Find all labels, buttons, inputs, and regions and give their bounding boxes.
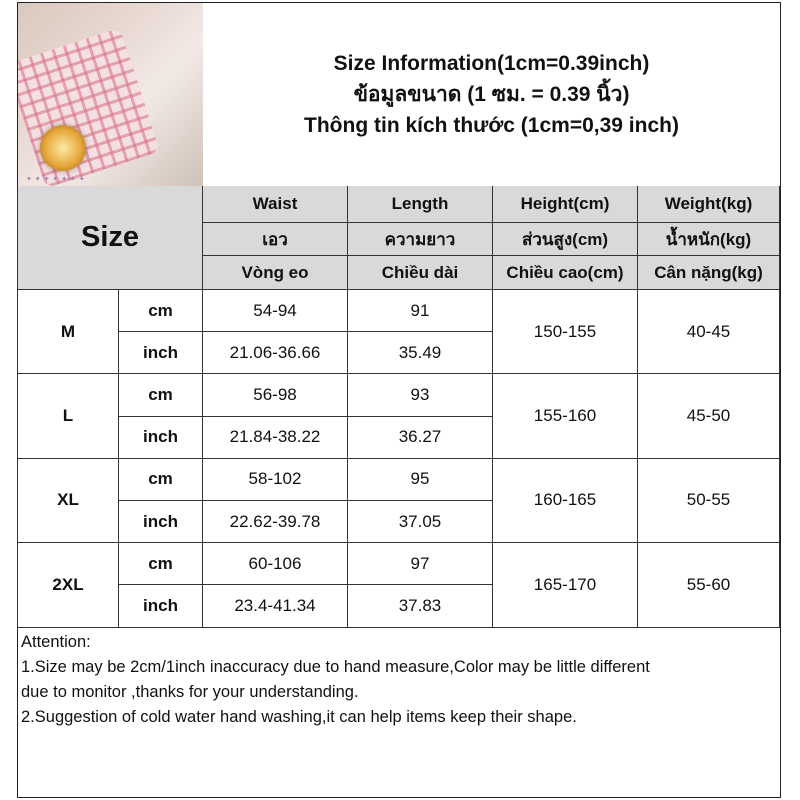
waist-cm-cell: 58-102 — [203, 459, 348, 501]
header-title-vi: Thông tin kích thước (1cm=0,39 inch) — [304, 114, 679, 137]
waist-inch-cell: 21.84-38.22 — [203, 417, 348, 459]
waist-cm-cell: 54-94 — [203, 290, 348, 332]
column-header: Chiều cao(cm) — [493, 256, 638, 290]
column-header: Height(cm) — [493, 186, 638, 223]
product-thumbnail — [18, 3, 203, 186]
fleece-badge-icon — [40, 125, 86, 171]
length-cm-cell: 97 — [348, 543, 493, 585]
height-cell: 155-160 — [493, 374, 638, 458]
waist-inch-cell: 21.06-36.66 — [203, 332, 348, 374]
size-label: M — [18, 290, 119, 374]
unit-label-cm: cm — [119, 459, 203, 501]
notes-line-2: due to monitor ,thanks for your understanding. — [21, 683, 359, 701]
notes-title: Attention: — [21, 633, 91, 651]
unit-label-cm: cm — [119, 374, 203, 416]
unit-label-inch: inch — [119, 417, 203, 459]
length-cm-cell: 93 — [348, 374, 493, 416]
notes-line-3: 2.Suggestion of cold water hand washing,it can help items keep their shape. — [21, 708, 577, 726]
length-cm-cell: 95 — [348, 459, 493, 501]
weight-cell: 40-45 — [638, 290, 780, 374]
column-header: ความยาว — [348, 223, 493, 256]
waist-inch-cell: 23.4-41.34 — [203, 585, 348, 627]
height-cell: 150-155 — [493, 290, 638, 374]
unit-label-inch: inch — [119, 585, 203, 627]
column-header: น้ำหนัก(kg) — [638, 223, 780, 256]
column-header: Waist — [203, 186, 348, 223]
size-header-cell: Size — [18, 186, 203, 290]
unit-label-cm: cm — [119, 290, 203, 332]
length-inch-cell: 37.83 — [348, 585, 493, 627]
attention-notes — [21, 630, 777, 730]
size-info-header — [203, 3, 780, 186]
size-label: XL — [18, 459, 119, 543]
column-header: Cân nặng(kg) — [638, 256, 780, 290]
column-header: Weight(kg) — [638, 186, 780, 223]
column-header: เอว — [203, 223, 348, 256]
waist-inch-cell: 22.62-39.78 — [203, 501, 348, 543]
plaid-fabric-graphic — [18, 28, 160, 186]
unit-label-cm: cm — [119, 543, 203, 585]
waist-cm-cell: 56-98 — [203, 374, 348, 416]
unit-label-inch: inch — [119, 332, 203, 374]
column-header: ส่วนสูง(cm) — [493, 223, 638, 256]
length-inch-cell: 37.05 — [348, 501, 493, 543]
length-inch-cell: 35.49 — [348, 332, 493, 374]
unit-label-inch: inch — [119, 501, 203, 543]
column-header: Length — [348, 186, 493, 223]
thumbnail-caption: ✦ ✦ ✦ ✦ ✦ ✦ ✦ — [26, 176, 86, 183]
weight-cell: 50-55 — [638, 459, 780, 543]
column-header: Chiều dài — [348, 256, 493, 290]
length-cm-cell: 91 — [348, 290, 493, 332]
column-header: Vòng eo — [203, 256, 348, 290]
notes-line-1: 1.Size may be 2cm/1inch inaccuracy due to hand measure,Color may be little different — [21, 658, 650, 676]
weight-cell: 45-50 — [638, 374, 780, 458]
waist-cm-cell: 60-106 — [203, 543, 348, 585]
header-title-th: ข้อมูลขนาด (1 ซม. = 0.39 นิ้ว) — [353, 83, 630, 106]
size-label: 2XL — [18, 543, 119, 627]
height-cell: 165-170 — [493, 543, 638, 627]
height-cell: 160-165 — [493, 459, 638, 543]
header-title-en: Size Information(1cm=0.39inch) — [333, 52, 650, 75]
length-inch-cell: 36.27 — [348, 417, 493, 459]
size-label: L — [18, 374, 119, 458]
weight-cell: 55-60 — [638, 543, 780, 627]
